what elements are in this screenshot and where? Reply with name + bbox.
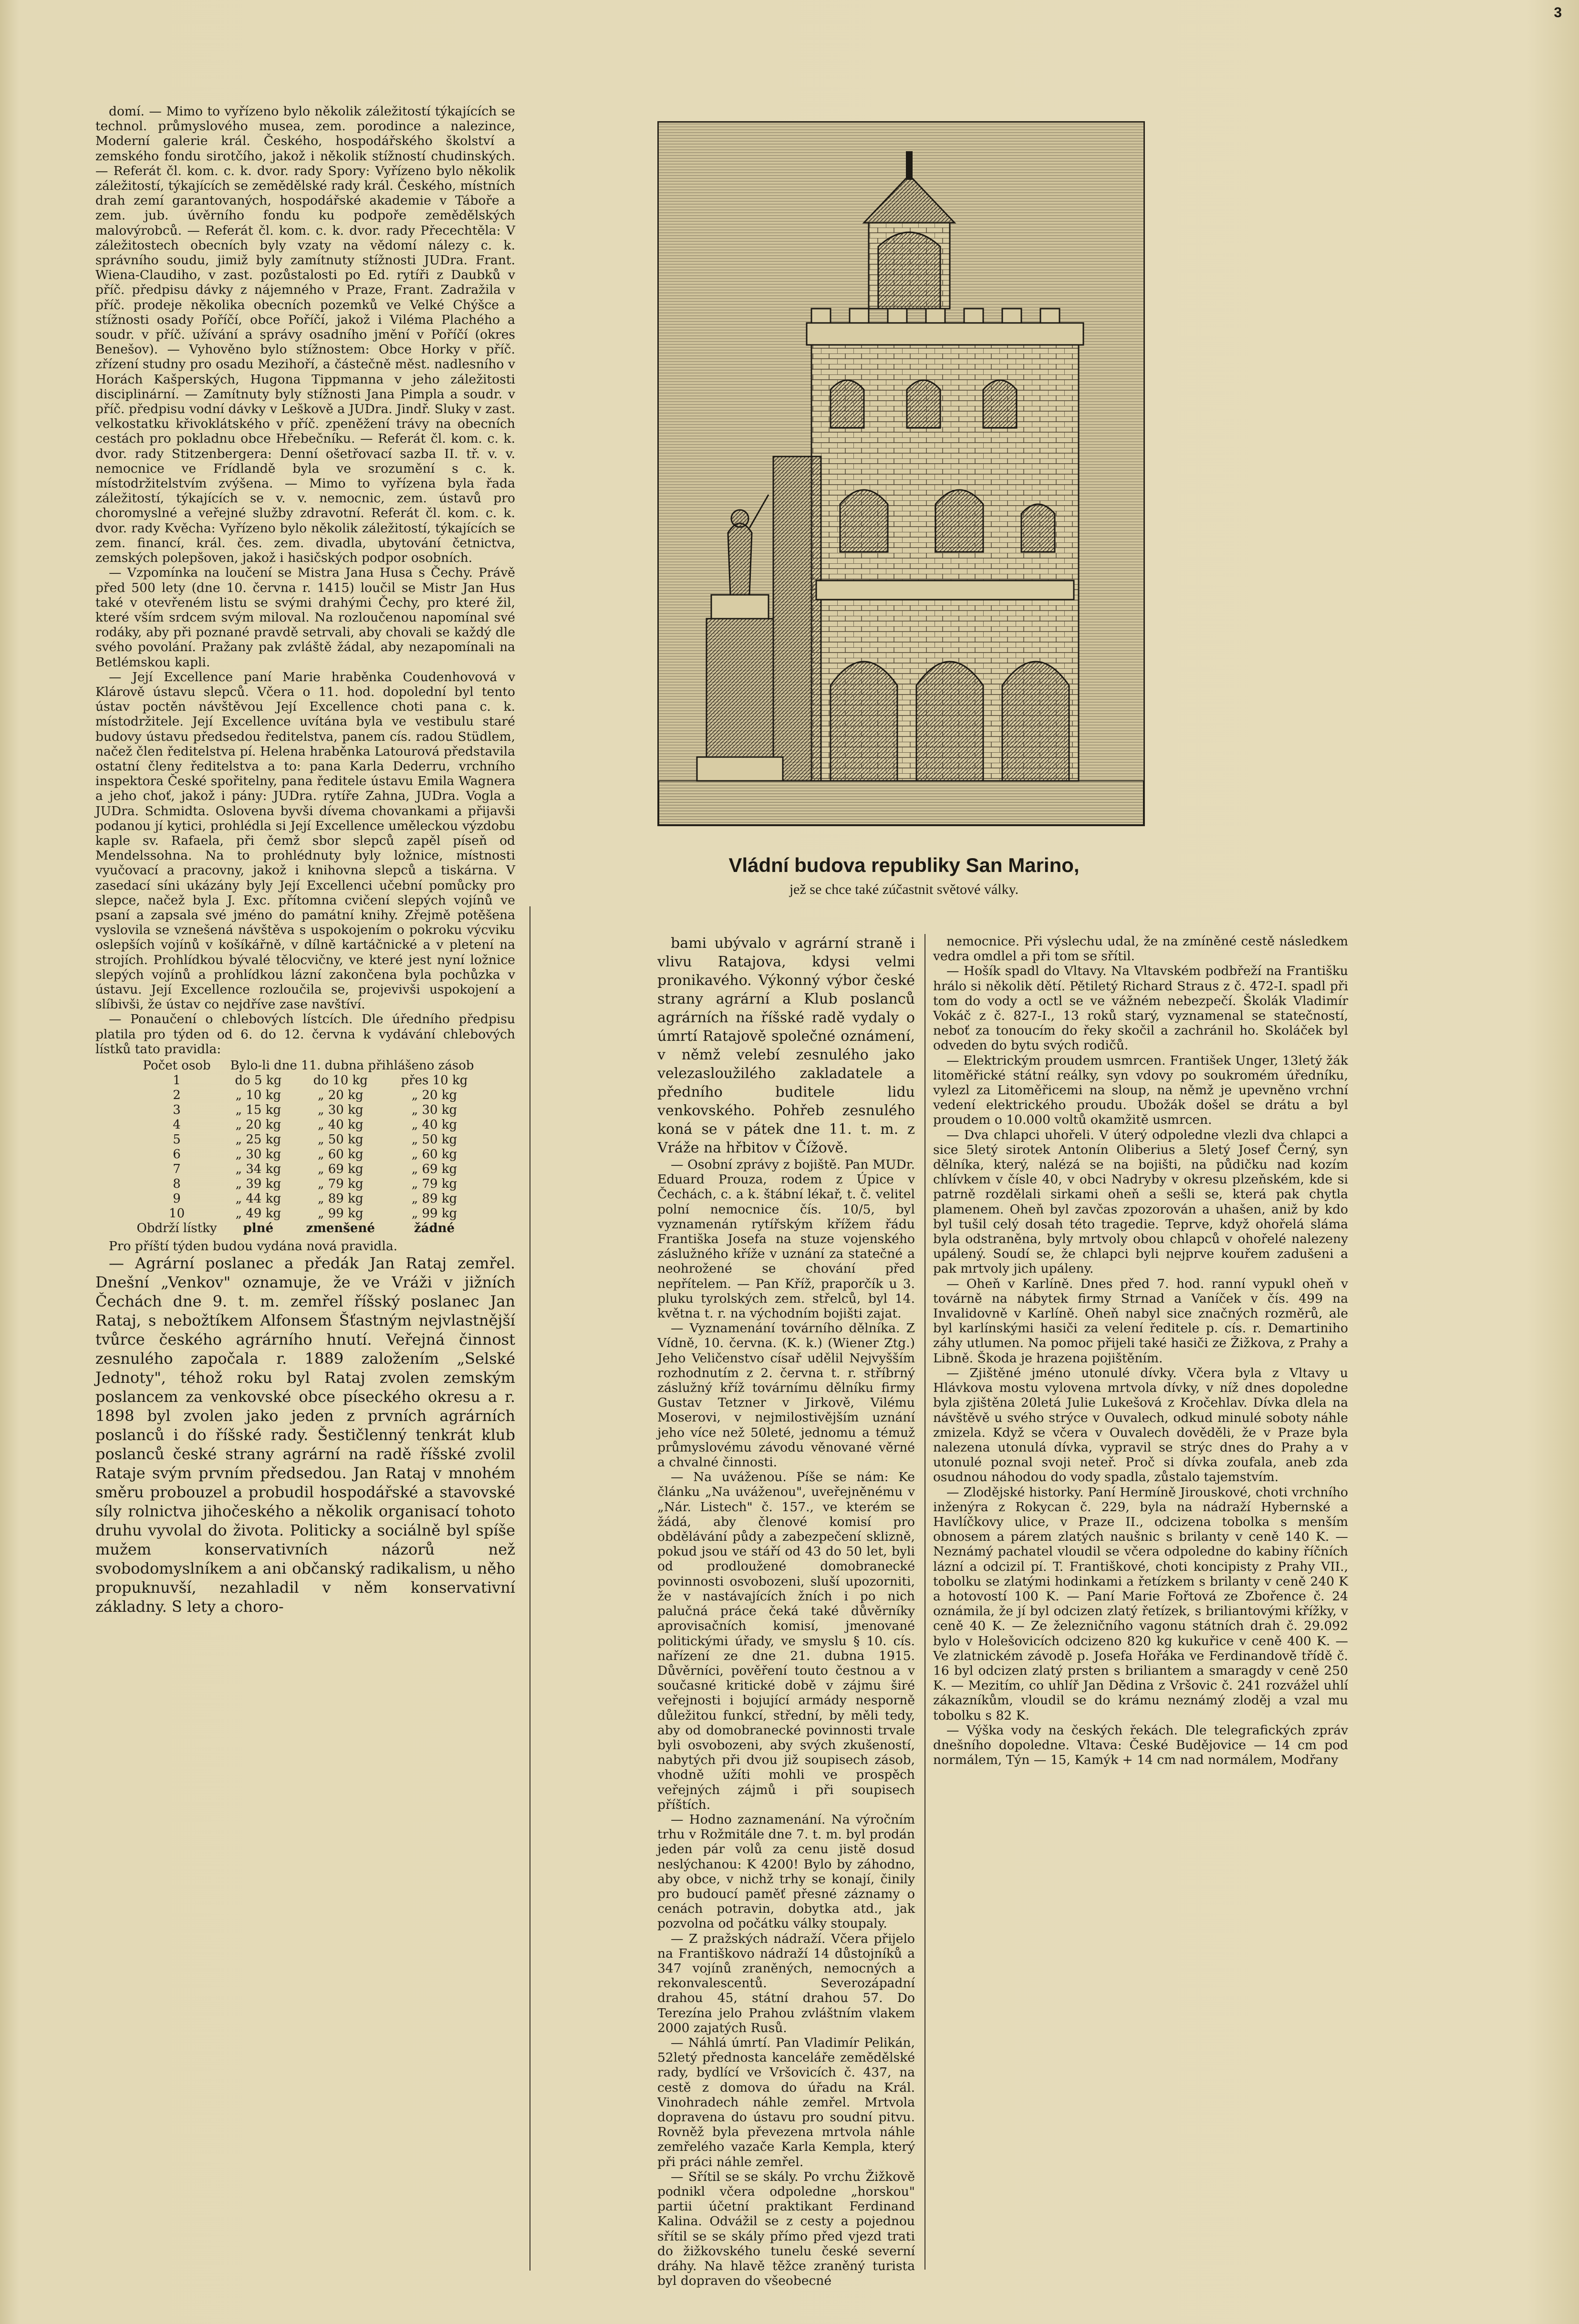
table-cell: „ 60 kg [411, 1147, 457, 1162]
table-row [130, 1192, 480, 1206]
table-cell: „ 30 kg [235, 1147, 281, 1162]
table-cell: „ 99 kg [318, 1206, 364, 1221]
page-number: 3 [1554, 5, 1562, 21]
table-cell: „ 20 kg [235, 1118, 281, 1132]
article-text: — Zlodějské historky. Paní Hermíně Jirouskové, choti vrchního inženýra z Rokycan č. 229, byla na nádraží Hybernské a Havlíčkovy ulice, v Praze II., odcizena tobolka s menším obnosem a párem zlatých naušnic s brilanty v ceně 140 K. — Neznámý pachatel vloudil se včera odpoledne do kabiny říčních lázní a odcizil pí. T. Františkové, choti koncipisty z Prahy VII., tobolku se zlatými hodinkami a řetízkem s brilanty v ceně 240 K a hotovostí 100 K. — Paní Marie Fořtová ze Zbořence č. 24 oznámila, že jí byl odcizen zlatý řetízek, s briliantovými křížky, v ceně 40 K. — Ze železničního vagonu státních drah č. 29.092 bylo v Holešovicích odcizeno 820 kg kukuřice v ceně 400 K. — Ve zlatnickém závodě p. Josefa Hořáka ve Ferdinandově třídě č. 16 byl odcizen zlatý prsten s briliantem a smaragdy v ceně 250 K. — Mezitím, co uhlíř Jan Dědina z Vršovic č. 241 rozvážel uhlí zákazníkům, vloudil se do krámu neznámý zloděj a vzal mu tobolku s 82 K. [933, 1484, 1348, 1723]
table-cell: „ 50 kg [411, 1132, 457, 1147]
figure-caption-title: Vládní budova republiky San Marino, [728, 854, 1080, 876]
figure-caption-subtitle: jež se chce také zúčastnit světové války. [789, 882, 1019, 897]
table-cell: 7 [173, 1162, 181, 1176]
table-cell: 8 [173, 1177, 181, 1191]
table-cell: „ 99 kg [411, 1206, 457, 1221]
table-cell: přes 10 kg [401, 1073, 468, 1088]
table-cell: „ 49 kg [235, 1206, 281, 1221]
table-cell: „ 15 kg [235, 1103, 281, 1117]
article-text: — Ponaučení o chlebových lístcích. Dle úředního předpisu platila pro týden od 6. do 12. června k vydávání chlebových lístků tato pravidla: [95, 1012, 515, 1057]
article-text: Pro příští týden budou vydána nová pravidla. [109, 1239, 398, 1254]
column-right [933, 934, 1348, 2270]
table-cell: „ 20 kg [411, 1088, 457, 1102]
article-text: — Výška vody na českých řekách. Dle telegrafických zpráv dnešního dopoledne. Vltava: České Budějovice — 14 cm pod normálem, Týn — 15, Kamýk + 14 cm nad normálem, Modřany [933, 1722, 1348, 1768]
table-cell: 2 [173, 1088, 181, 1102]
table-header: Bylo-li dne 11. dubna přihlášeno zásob [230, 1058, 474, 1073]
table-cell: „ 69 kg [318, 1162, 364, 1176]
article-text: domí. — Mimo to vyřízeno bylo několik záležitostí týkajících se technol. průmyslového musea, zem. porodince a nalezince, Moderní galerie král. Českého, hospodářského školství a zemského fondu sirotčího, jakož i několik stížností chudinských. — Referát čl. kom. c. k. dvor. rady Spory: Vyřízeno bylo několik záležitostí, týkajících se zemědělské rady král. Českého, místních drah zemí garantovaných, hospodářské akademie v Táboře a zem. jub. úvěrního fondu ku podpoře zemědělských malovýrobců. — Referát čl. kom. c. k. dvor. rady Přecechtěla: V záležitostech obecních byly vzaty na vědomí nálezy c. k. správního soudu, jimiž byly zamítnuty stížnosti JUDra. Frant. Wiena-Claudiho, v zast. pozůstalosti po Ed. rytíři z Daubků v příč. předpisu dávky z nájemného v Praze, Frant. Zadražila v příč. prodeje několika obecních pozemků ve Velké Chýšce a stížnosti osady Poříčí, obce Poříčí, jakož i Viléma Plachého a soudr. v příč. užívání a správy osadního jmění v Poříčí (okres Benešov). — Vyhověno bylo stížnostem: Obce Horky v příč. zřízení studny pro osadu Mezihoří, a částečně měst. nadlesního v Horách Kašperských, Hugona Tippmanna v jeho záležitosti disciplinární. — Zamítnuty byly stížnosti Jana Pimpla a soudr. v příč. předpisu vodní dávky v Leškově a JUDra. Jindř. Sluky v zast. velkostatku křivoklátského v příč. zpeněžení trávy na obecních cestách pro pokladnu obce Hřebečníku. — Referát čl. kom. c. k. dvor. rady Stitzenbergera: Denní ošetřovací sazba II. tř. v. v. nemocnice ve Frídlandě byla ve srozumění s c. k. místodržitelstvím zvýšena. — Mimo to vyřízena byla řada záležitostí, týkajících se v. v. nemocnic, zem. ústavů pro choromyslné a veřejné služby zdravotní. Referát čl. kom. c. k. dvor. rady Kvěcha: Vyřízeno bylo několik záležitostí, týkajících se zem. financí, král. čes. zem. divadla, ubytování četnictva, zemských polepšoven, jakož i hasičských podpor osobních. [95, 104, 515, 566]
table-cell: „ 20 kg [318, 1088, 364, 1102]
article-text: — Z pražských nádraží. Včera přijelo na Františkovo nádraží 14 důstojníků a 347 vojínů zraněných, nemocných a rekonvalescentů. Severozápadní drahou 45, státní drahou 57. Do Terezína jelo Prahou zvláštním vlakem 2000 zajatých Rusů. [657, 1931, 915, 2035]
table-row [130, 1132, 480, 1147]
table-cell: 6 [173, 1147, 181, 1162]
article-text: — Hodno zaznamenání. Na výročním trhu v Rožmitále dne 7. t. m. byl prodán jeden pár volů za cenu jistě dosud neslýchanou: K 4200! Bylo by záhodno, aby obce, v nichž trhy se konají, činily pro budoucí paměť přesné záznamy o cenách potravin, dobytka atd., jak pozvolna od počátku války stoupaly. [657, 1812, 915, 1931]
table-row [130, 1147, 480, 1162]
table-cell: 3 [173, 1103, 181, 1117]
table-cell: „ 69 kg [411, 1162, 457, 1176]
article-text: — Elektrickým proudem usmrcen. František Unger, 13letý žák litoměřické státní reálky, syn vdovy po soukromém úředníku, vylezl za Litoměřicemi na sloup, na němž je upevněno vrchní vedení elektrického proudu. Ubožák došel se drátu a byl proudem o 10.000 voltů okamžitě usmrcen. [933, 1053, 1348, 1128]
table-cell: „ 39 kg [235, 1177, 281, 1191]
table-cell: „ 50 kg [318, 1132, 364, 1147]
article-text: — Na uváženou. Píše se nám: Ke článku „Na uváženou", uveřejněnému v „Nár. Listech" č. 157., ve kterém se žádá, aby členové komisí pro obdělávání půdy a zabezpečení sklizně, pokud jsou ve stáří od 43 do 50 let, byli od prodloužené domobranecké povinnosti osvobozeni, sluší upozorniti, že v nastávajících žních i po nich palučná práce čeká také důvěrníky aprovisačních komisí, jmenované politickými úřady, ve smyslu § 10. cís. nařízení ze dne 21. dubna 1915. Důvěrníci, pověření touto čestnou a v současné kritické době v zájmu širé veřejnosti i bojující armády nesporně důležitou funkcí, střední, by měli tedy, aby od domobranecké povinnosti trvale byli osvobozeni, aby svých zkušeností, nabytých při dvou již soupisech zásob, vhodně užíti mohli ve prospěch veřejných zájmů i při soupisech příštích. [657, 1470, 915, 1812]
article-text: — Vyznamenání továrního dělníka. Z Vídně, 10. června. (K. k.) (Wiener Ztg.) Jeho Veličenstvo císař udělil Nejvyšším rozhodnutím z 2. června t. r. stříbrný záslužný kříž továrnímu dělníku firmy Gustav Tetzner v Jirkově, Vilému Moserovi, v nejmilostivějším uznání jeho více než 50leté, jednomu a témuž průmyslovému závodu věnované věrné a chvalné činnosti. [657, 1321, 915, 1470]
table-cell: „ 30 kg [318, 1103, 364, 1117]
table-cell: „ 44 kg [235, 1192, 281, 1206]
bread-ration-table [95, 1058, 515, 1236]
table-row [130, 1177, 480, 1192]
table-cell: „ 89 kg [318, 1192, 364, 1206]
article-text: — Vzpomínka na loučení se Mistra Jana Husa s Čechy. Právě před 500 lety (dne 10. června r. 1415) loučil se Mistr Jan Hus také v otevřeném listu se svými drahými Čechy, pro které žil, které vším srdcem svým miloval. Na rozloučenou napomínal své rodáky, aby při poznané pravdě setrvali, aby chovali se každý dle svého povolání. Pražany pak zvláště žádal, aby nezapomínali na Betlémskou kapli. [95, 565, 515, 670]
table-footer-cell: žádné [414, 1221, 455, 1235]
table-cell: „ 79 kg [318, 1177, 364, 1191]
article-text: — Hošík spadl do Vltavy. Na Vltavském podbřeží na Františku hrálo si několik dětí. Pětiletý Richard Straus z č. 472-I. spadl při tom do vody a octl se ve vážném nebezpečí. Školák Vladimír Vokáč z č. 827-I., 13 roků starý, vyznamenal se statečností, neboť za tonoucím do řeky skočil a zachránil ho. Skoláček byl odveden do bytu svých rodičů. [933, 964, 1348, 1053]
column-left [95, 104, 515, 2270]
table-cell: „ 10 kg [235, 1088, 281, 1102]
article-text: — Náhlá úmrtí. Pan Vladimír Pelikán, 52letý přednosta kanceláře zemědělské rady, bydlící ve Vršovicích č. 437, na cestě z domova do úřadu na Král. Vinohradech náhle zemřel. Mrtvola dopravena do ústavu pro soudní pitvu. Rovněž byla převezena mrtvola náhle zemřelého vazače Karla Kempla, který při práci náhle zemřel. [657, 2035, 915, 2169]
table-cell: „ 79 kg [411, 1177, 457, 1191]
table-cell: 5 [173, 1132, 181, 1147]
article-text: — Osobní zprávy z bojiště. Pan MUDr. Eduard Prouza, rodem z Úpice v Čechách, c. a k. štábní lékař, t. č. velitel polní nemocnice čís. 10/5, byl vyznamenán rytířským křížem řádu Františka Josefa na stuze vojenského záslužného kříže v uznání za statečné a neohrožené se chování před nepřítelem. — Pan Kříž, praporčík u 3. pluku tyrolských zem. střelců, byl 14. května t. r. na východním bojišti zajat. [657, 1157, 915, 1321]
table-cell: „ 25 kg [235, 1132, 281, 1147]
table-row [130, 1118, 480, 1132]
article-text: — Dva chlapci uhořeli. V úterý odpoledne vlezli dva chlapci a sice 5letý sirotek Antonín Oliberius a 5letý Josef Černý, syn dělníka, který, nalézá se na bojišti, na půdičku nad kozím chlívkem v čísle 40, v obci Nadryby v okresu plzeňském, kde si patrně rozdělali sirkami oheň a sešli se, která pak chytla plamenem. Oheň byl zavčas zpozorován a uhašen, aniž by kdo byl tušil celý dosah této tragedie. Teprve, když ohořelá sláma byla odstraněna, byly mrtvoly obou chlapců v ohořelé nalezeny upálený. Soudí se, že chlapci byli nejprve kouřem zadušeni a pak mrtvoly jich upáleny. [933, 1127, 1348, 1276]
article-text: — Agrární poslanec a předák Jan Rataj zemřel. Dnešní „Venkov" oznamuje, že ve Vráži v jižních Čechách dne 9. t. m. zemřel říšský poslanec Jan Rataj, s nebožtíkem Alfonsem Šťastným nejvlastnější tvůrce českého agrárního hnutí. Veřejná činnost zesnulého započala r. 1889 založením „Selské Jednoty", téhož roku byl Rataj zvolen zemským poslancem za venkovské obce píseckého okresu a r. 1898 byl zvolen jako jeden z prvních agrárních poslanců i do říšské rady. Šestičlenný tenkrát klub poslanců české strany agrární na radě říšské zvolil Rataje svým prvním předsedou. Jan Rataj v mnohém směru probouzel a probudil hospodářské a stavovské síly rolnictva jihočeského a několik organisací tohoto druhu vyvolal do života. Politicky a sociálně byl spíše mužem konservativních názorů než svobodomyslníkem a ani občanský radikalism, u něho propuknuvší, nezahladil v něm konservativní základny. S lety a choro- [95, 1254, 515, 1616]
table-header: Počet osob [143, 1058, 211, 1073]
table-cell: „ 60 kg [318, 1147, 364, 1162]
article-text: — Její Excellence paní Marie hraběnka Coudenhovová v Klárově ústavu slepců. Včera o 11. hod. dopolední byl tento ústav poctěn návštěvou Její Excellence choti pana c. k. místodržitele. Její Excellence uvítána byla ve vestibulu staré budovy ústavu předsedou ředitelstva, panem cís. radou Stüdlem, načež člen ředitelstva pí. Helena hraběnka Latourová představila ostatní členy ředitelstva a to: pana Karla Dederru, vrchního inspektora České spořitelny, pana ředitele ústavu Emila Wagnera a jeho choť, jakož i pány: JUDra. rytíře Zahna, JUDra. Vogla a JUDra. Schmidta. Oslovena byvši dívema chovankami a přijavši podanou jí kytici, prohlédla si Její Excellence uměleckou výzdobu kaple sv. Rafaela, při čemž sbor slepců zapěl píseň od Mendelssohna. Na to prohlédnuty byly ložnice, místnosti vyučovací a pracovny, jakož i knihovna slepců a tiskárna. V zasedací síni ukázány byly Její Excellenci učební pomůcky pro slepce, načež byla J. Exc. přítomna cvičení slepých vojínů ve psaní a zapsala své jméno do památní knihy. Zřejmě potěšena vyslovila se vznešená návštěva s uspokojením o pokroku výcviku oslepších vojínů v košíkářně, v dílně kartáčnické a v pletení na strojích. Prohlídkou bývalé tělocvičny, ve které jest nyní ložnice slepých vojínů a prohlídkou lázní zakončena byla pochůzka v ústavu. Její Excellence rozloučila se, projevivši uspokojení a slíbivši, že ústav co nejdříve zase navštíví. [95, 669, 515, 1012]
table-footer-cell: Obdrží lístky [136, 1221, 217, 1235]
table-row [130, 1073, 480, 1088]
article-text: — Sřítil se se skály. Po vrchu Žižkově podnikl včera odpoledne „horskou" partii účetní praktikant Ferdinand Kalina. Odvážil se z cesty a pojednou sřítil se se skály přímo před vjezd trati do žižkovského tunelu české severní dráhy. Na hlavě těžce zraněný turista byl dopraven do všeobecné [657, 2169, 915, 2289]
table-cell: „ 89 kg [411, 1192, 457, 1206]
table-row [130, 1206, 480, 1221]
article-text: nemocnice. Při výslechu udal, že na zmíněné cestě následkem vedra omdlel a při tom se sřítil. [933, 934, 1348, 964]
table-cell: „ 30 kg [411, 1103, 457, 1117]
table-cell: do 5 kg [235, 1073, 282, 1088]
table-cell: do 10 kg [313, 1073, 368, 1088]
article-text: — Zjištěné jméno utonulé dívky. Včera byla z Vltavy u Hlávkova mostu vylovena mrtvola dívky, v níž dnes dopoledne byla zjištěna 20letá Julie Lukešová z Kročehlav. Dívka dlela na návštěvě u svého strýce v Ouvalech, odkud minulé soboty náhle zmizela. Když se včera v Ouvalech dověděli, že v Praze byla nalezena utonulá dívka, vypravil se strýc dnes do Prahy a v utonulé poznal svoji neteř. Proč si dívka zoufala, aneb zda osudnou náhodou do vody spadla, zůstalo tajemstvím. [933, 1365, 1348, 1485]
table-cell: „ 40 kg [411, 1118, 457, 1132]
table-footer-cell: zmenšené [306, 1221, 375, 1235]
table-cell: 1 [173, 1073, 181, 1088]
column-middle [657, 934, 915, 2289]
table-cell: 4 [173, 1118, 181, 1132]
illustration-san-marino-palace [657, 121, 1145, 826]
article-text: — Oheň v Karlíně. Dnes před 7. hod. ranní vypukl oheň v továrně na nábytek firmy Strnad a Vaníček v čís. 499 na Invalidovně v Karlíně. Oheň nabyl sice značných rozměrů, ale byl karlínskými hasiči za velení ředitele p. cís. r. Demartiniho záhy utlumen. Na pomoc přijeli také hasiči ze Žižkova, z Prahy a Libně. Škoda je hrazena pojištěním. [933, 1276, 1348, 1366]
table-cell: 9 [173, 1192, 181, 1206]
palace-engraving [659, 123, 1143, 825]
table-cell: „ 34 kg [235, 1162, 281, 1176]
table-row [130, 1162, 480, 1177]
table-row [130, 1088, 480, 1103]
table-row [130, 1103, 480, 1118]
table-cell: 10 [169, 1206, 185, 1221]
table-cell: „ 40 kg [318, 1118, 364, 1132]
table-footer-cell: plné [243, 1221, 274, 1235]
article-text: bami ubývalo v agrární straně i vlivu Ratajova, kdysi velmi pronikavého. Výkonný výbor české strany agrární a Klub poslanců agrárních na říšské radě vydaly o úmrtí Ratajově společné oznámení, v němž velebí zesnulého jako velezasloužilého zakladatele a předního buditele lidu venkovského. Pohřeb zesnulého koná se v pátek dne 11. t. m. z Vráže na hřbitov v Čížově. [657, 935, 915, 1156]
